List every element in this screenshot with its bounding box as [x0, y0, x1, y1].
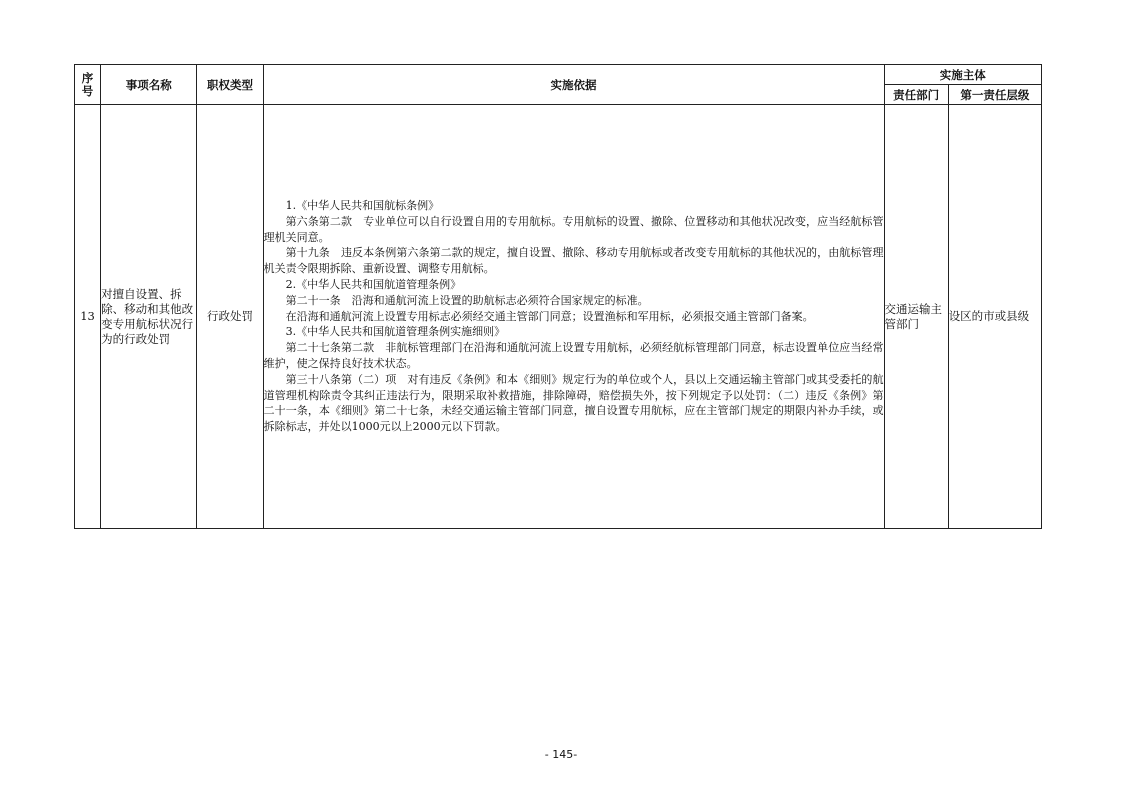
basis-line: 第六条第二款 专业单位可以自行设置自用的专用航标。专用航标的设置、撤除、位置移动和其他状况改变，应当经航标管理机关同意。 — [263, 214, 884, 244]
header-subject: 实施主体 — [884, 65, 1042, 85]
row-basis — [263, 105, 884, 529]
header-department: 责任部门 — [884, 85, 948, 105]
basis-line: 1.《中华人民共和国航标条例》 — [285, 199, 440, 213]
header-power-type: 职权类型 — [197, 65, 263, 105]
basis-line: 第十九条 违反本条例第六条第二款的规定，擅自设置、撤除、移动专用航标或者改变专用航标的其他状况的，由航标管理机关责令限期拆除、重新设置、调整专用航标。 — [263, 246, 884, 276]
row-department: 交通运输主管部门 — [884, 105, 948, 529]
basis-line: 第二十七条第二款 非航标管理部门在沿海和通航河流上设置专用航标，必须经航标管理部门同意，标志设置单位应当经常维护，使之保持良好技术状态。 — [263, 341, 884, 370]
basis-line: 第三十八条第（二）项 对有违反《条例》和本《细则》规定行为的单位或个人，县以上交通运输主管部门或其受委托的航道管理机构除责令其纠正违法行为，限期采取补救措施，排除障碍，赔偿损失外，按下列规定予以处罚：（二）违反《条例》第二十一条，本《细则》第二十七条，未经交通运输主管部门同意，擅自设置专用航标，应在主管部门规定的期限内补办手续，或拆除标志，并处以1000元以上2000元以下罚款。 — [263, 372, 884, 434]
header-first-level: 第一责任层级 — [948, 85, 1041, 105]
power-list-table — [74, 64, 1042, 529]
page-number: - 145- — [544, 748, 578, 761]
row-power-type: 行政处罚 — [197, 105, 263, 529]
table-row — [75, 105, 1042, 529]
row-item-name: 对擅自设置、拆除、移动和其他改变专用航标状况行为的行政处罚 — [101, 105, 197, 529]
header-item-name: 事项名称 — [101, 65, 197, 105]
row-first-level: 设区的市或县级 — [948, 105, 1041, 529]
basis-line: 第二十一条 沿海和通航河流上设置的助航标志必须符合国家规定的标准。 — [285, 293, 649, 307]
header-basis: 实施依据 — [263, 65, 884, 105]
basis-line: 2.《中华人民共和国航道管理条例》 — [285, 278, 462, 291]
row-seq: 13 — [75, 105, 101, 529]
table-header-row — [75, 65, 1042, 85]
basis-line: 3.《中华人民共和国航道管理条例实施细则》 — [285, 325, 506, 339]
header-seq: 序号 — [75, 65, 101, 105]
basis-line: 在沿海和通航河流上设置专用标志必须经交通主管部门同意；设置渔标和军用标，必须报交通主管部门备案。 — [285, 309, 814, 323]
